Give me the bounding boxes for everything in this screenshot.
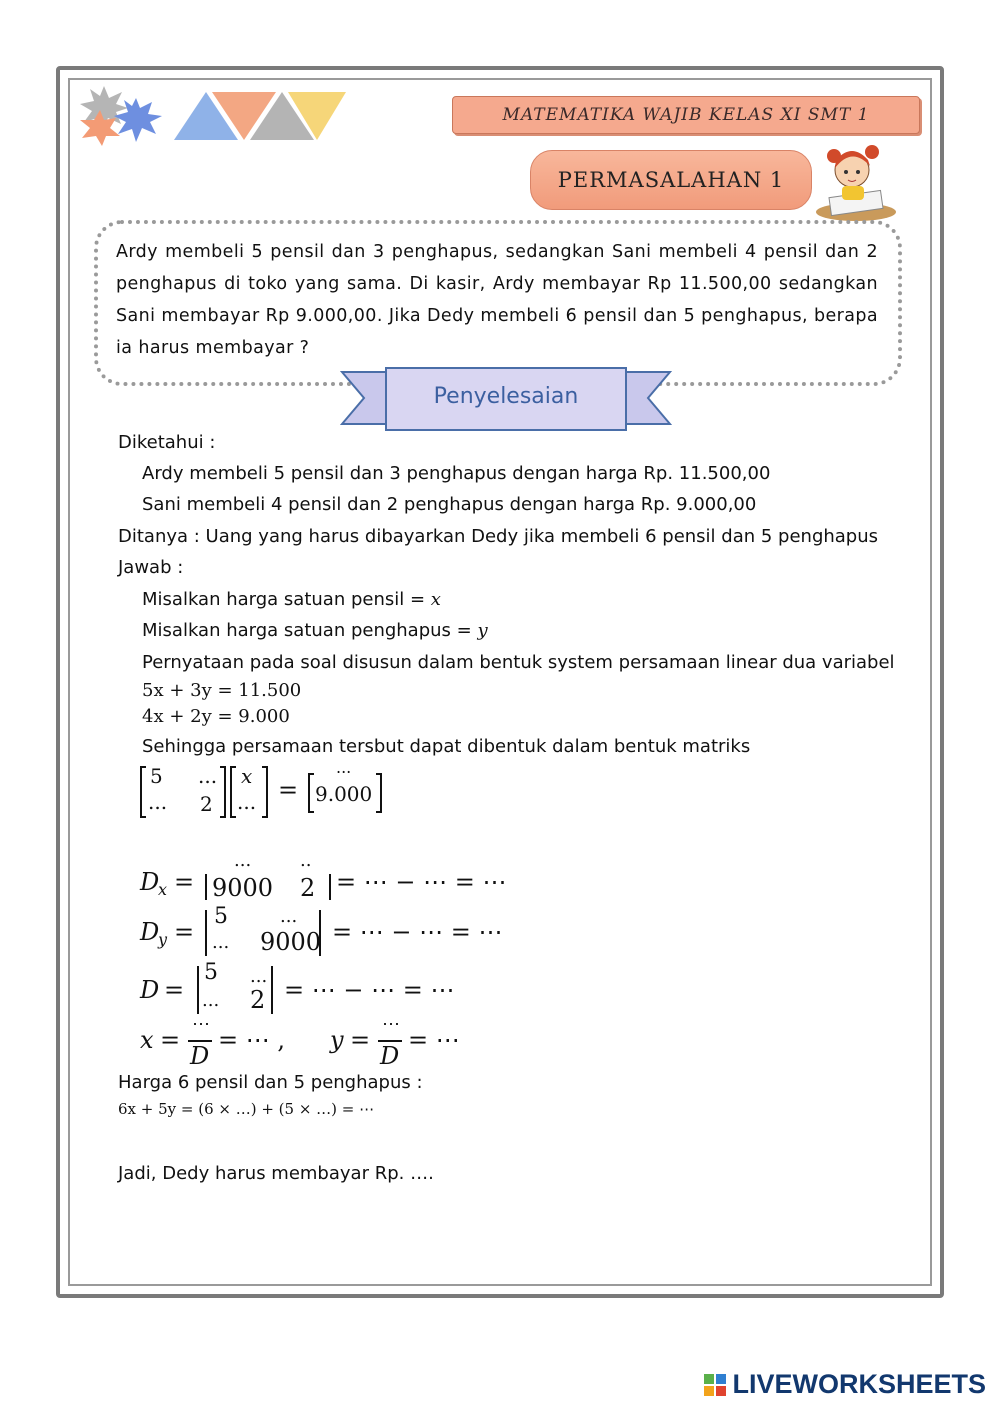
dy-a21: ... [212, 932, 230, 953]
det-dx [140, 850, 507, 906]
dy-a22: 9000 [260, 928, 322, 956]
x-var: x [140, 1026, 154, 1054]
var-x: x [430, 589, 441, 610]
y-rhs: = ⋯ [408, 1026, 460, 1054]
d-a21: ... [202, 990, 220, 1011]
answer-label: Jawab : [118, 557, 184, 578]
dx-equals: = [174, 868, 195, 896]
equals-sign: = [278, 776, 299, 804]
equation-1: 5x + 3y = 11.500 [142, 680, 302, 701]
d-a11: 5 [204, 960, 218, 985]
problem-statement: Ardy membeli 5 pensil dan 3 penghapus, sedangkan Sani membeli 4 pensil dan 2 penghapus di toko yang sama. Di kasir, Ardy membayar Rp 11.500,00 sedangkan Sani membayar Rp 9.000,00. Jika Dedy membeli 6 pensil dan 5 penghapus, berapa ia harus membayar ? [116, 242, 878, 358]
matrix-a12: ... [198, 764, 218, 788]
dx-a12: .. [300, 850, 312, 871]
let-x-line [142, 589, 441, 610]
dy-equals: = [174, 918, 195, 946]
problem-title: PERMASALAHAN 1 [530, 150, 812, 210]
y-denominator: D [380, 1042, 400, 1070]
d-a12: ... [250, 966, 268, 987]
known-item: Sani membeli 4 pensil dan 2 penghapus dengan harga Rp. 9.000,00 [142, 494, 757, 515]
var-y: y [477, 620, 488, 641]
stars-decoration-icon [76, 84, 168, 146]
dx-a11: ... [234, 850, 252, 871]
d-a22: 2 [250, 986, 266, 1014]
x-denominator: D [190, 1042, 210, 1070]
vector-v2: ... [237, 790, 257, 814]
dy-sub: y [158, 930, 168, 949]
dx-sub: x [158, 880, 168, 899]
matrix-a11: 5 [150, 764, 163, 788]
watermark-text: LIVEWORKSHEETS [732, 1369, 986, 1399]
price-expression: 6x + 5y = (6 × …) + (5 × …) = ⋯ [118, 1100, 375, 1118]
vector-x: x [241, 764, 253, 788]
dy-a12: ... [280, 906, 298, 927]
let-y-line [142, 620, 488, 641]
matrix-equation [140, 758, 400, 820]
statement-line: Pernyataan pada soal disusun dalam bentuk system persamaan linear dua variabel [142, 652, 895, 673]
x-rhs: = ⋯ , [218, 1026, 285, 1054]
liveworksheets-logo-icon [704, 1374, 726, 1396]
watermark [704, 1369, 986, 1400]
d-rhs: = ⋯ − ⋯ = ⋯ [284, 976, 455, 1004]
known-label: Diketahui : [118, 432, 216, 453]
d-label: D [140, 976, 160, 1004]
dy-rhs: = ⋯ − ⋯ = ⋯ [332, 918, 503, 946]
equation-2: 4x + 2y = 9.000 [142, 706, 290, 727]
matrix-a22: 2 [200, 792, 213, 816]
let-y-text: Misalkan harga satuan penghapus = [142, 620, 478, 641]
asked-statement: Ditanya : Uang yang harus dibayarkan Dedy jika membeli 6 pensil dan 5 penghapus [118, 526, 879, 547]
dy-a11: 5 [214, 904, 228, 929]
result-r1: ... [336, 758, 352, 777]
matrix-a21: ... [148, 790, 168, 814]
triangles-decoration-icon [172, 90, 348, 142]
y-var: y [330, 1026, 344, 1054]
girl-writing-icon [812, 138, 902, 222]
y-numerator: ⋯ [382, 1014, 400, 1035]
y-solution [330, 1016, 490, 1068]
y-equals: = [350, 1026, 371, 1054]
dx-label: D [140, 868, 160, 896]
x-equals: = [160, 1026, 181, 1054]
conclusion: Jadi, Dedy harus membayar Rp. …. [118, 1163, 434, 1184]
matrix-intro: Sehingga persamaan tersbut dapat dibentuk dalam bentuk matriks [142, 736, 751, 757]
dx-a22: 2 [300, 874, 316, 902]
dx-rhs: = ⋯ − ⋯ = ⋯ [336, 868, 507, 896]
known-item: Ardy membeli 5 pensil dan 3 penghapus dengan harga Rp. 11.500,00 [142, 463, 771, 484]
d-equals: = [164, 976, 185, 1004]
x-numerator: ⋯ [192, 1014, 210, 1035]
dx-a21: 9000 [212, 874, 274, 902]
det-dy [140, 904, 503, 960]
subject-banner: MATEMATIKA WAJIB KELAS XI SMT 1 [452, 96, 920, 134]
result-r2: 9.000 [315, 782, 373, 806]
x-solution [140, 1016, 300, 1068]
let-x-text: Misalkan harga satuan pensil = [142, 589, 431, 610]
price-label: Harga 6 pensil dan 5 penghapus : [118, 1072, 423, 1093]
det-d [140, 962, 460, 1018]
solution-ribbon: Penyelesaian [433, 384, 579, 409]
dy-label: D [140, 918, 160, 946]
